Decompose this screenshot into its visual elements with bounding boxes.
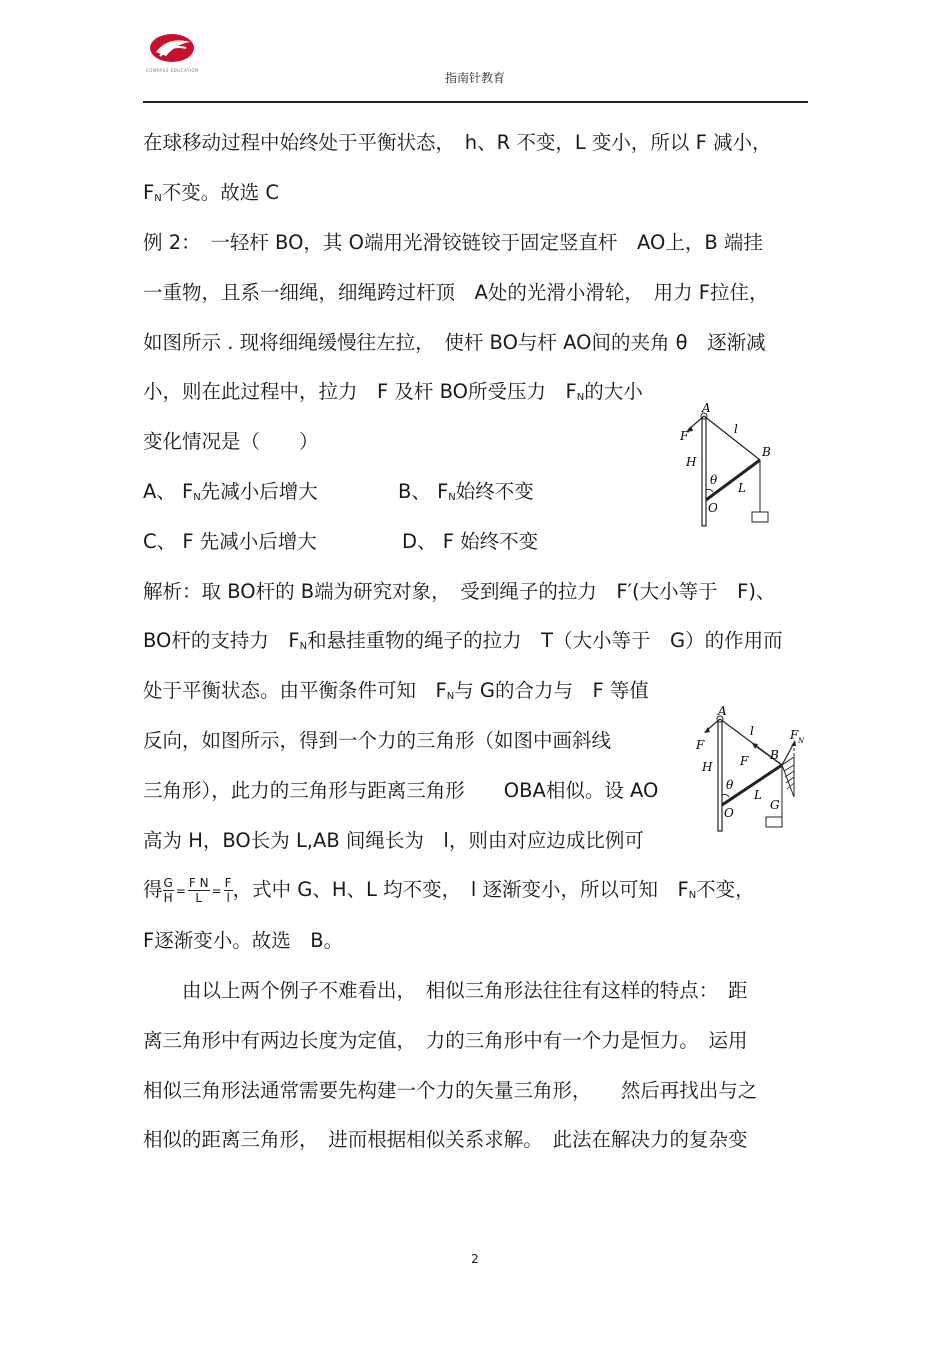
fig2-label-l-rod: L (754, 788, 762, 802)
analysis-line-3: 处于平衡状态。由平衡条件可知 $F_N$与 G的合力与 F 等值 (143, 679, 649, 702)
fig2-label-f-left: F (696, 738, 705, 752)
fig1-label-theta: θ (710, 473, 718, 487)
figure-force-triangle (690, 705, 810, 835)
fig1-label-l-rope: l (734, 422, 738, 436)
fig2-label-g: G (770, 798, 780, 812)
summary-line-4: 相似的距离三角形， 进而根据相似关系求解。 此法在解决力的复杂变 (143, 1128, 748, 1151)
fig2-label-b: B (770, 748, 779, 762)
text-line-5: 如图所示 . 现将细绳缓慢往左拉， 使杆 BO与杆 AO间的夹角 θ 逐渐减 (143, 331, 766, 354)
fig1-label-o: O (708, 501, 718, 515)
page-number: 2 (471, 1252, 479, 1266)
analysis-line-2: BO杆的支持力 $F_N$和悬挂重物的绳子的拉力 T（大小等于 G）的作用而 (143, 629, 783, 652)
option-d: D、 F 始终不变 (402, 530, 539, 553)
option-c: C、 F 先减小后增大 (143, 530, 317, 553)
fig2-label-theta: θ (726, 778, 734, 792)
header-title: 指南针教育 (444, 71, 505, 85)
summary-line-2: 离三角形中有两边长度为定值， 力的三角形中有一个力是恒力。 运用 (143, 1029, 748, 1052)
fraction-g-h: $\frac{G}{H}$ (163, 876, 173, 905)
fig1-label-h: H (686, 455, 697, 469)
fig1-label-l-rod: L (738, 481, 746, 495)
fig2-label-o: O (724, 806, 734, 820)
fraction-f-l: $\frac{F}{l}$ (224, 876, 232, 905)
fig2-label-l-rope: l (750, 724, 754, 738)
fig2-label-fn-sub: N (798, 737, 805, 745)
analysis-line-1: 解析：取 BO杆的 B端为研究对象， 受到绳子的拉力 F′(大小等于 F)、 (143, 580, 776, 603)
option-a: A、 $F_N$先减小后增大 (143, 480, 318, 503)
figure-rod-pulley (672, 400, 777, 530)
text-line-4: 一重物，且系一细绳，细绳跨过杆顶 A处的光滑小滑轮， 用力 F拉住， (143, 281, 769, 304)
fig2-label-f-mid: F (740, 754, 749, 768)
text-line-7: 变化情况是（ ） (143, 430, 319, 453)
fig2-label-fn: F (790, 728, 799, 742)
fraction-fn-l: $\frac{\text{F N}}{L}$ (188, 876, 209, 905)
text-line-1: 在球移动过程中始终处于平衡状态， h、R 不变，L 变小，所以 F 减小， (143, 131, 772, 154)
header-divider (143, 101, 808, 103)
analysis-line-8: F逐渐变小。故选 B。 (143, 929, 344, 952)
analysis-line-4: 反向，如图所示，得到一个力的三角形（如图中画斜线 (143, 729, 612, 752)
fig1-label-a: A (702, 401, 711, 415)
fig1-label-f: F (680, 429, 689, 443)
text-line-2: $F_N$不变。故选 C (143, 181, 280, 204)
fig2-label-h: H (702, 760, 713, 774)
example-2-heading: 例 2： 一轻杆 BO，其 O端用光滑铰链铰于固定竖直杆 AO上，B 端挂 (143, 231, 763, 254)
summary-line-3: 相似三角形法通常需要先构建一个力的矢量三角形， 然后再找出与之 (143, 1079, 758, 1102)
logo-subtitle: COMPASS EDUCATION (146, 68, 199, 73)
analysis-line-6: 高为 H，BO长为 L,AB 间绳长为 l，则由对应边成比例可 (143, 829, 644, 852)
summary-line-1: 由以上两个例子不难看出， 相似三角形法往往有这样的特点： 距 (143, 979, 748, 1002)
analysis-line-5: 三角形），此力的三角形与距离三角形 OBA相似。设 AO (143, 779, 659, 802)
option-b: B、 $F_N$始终不变 (398, 480, 534, 503)
text-line-6: 小，则在此过程中，拉力 F 及杆 BO所受压力 $F_N$的大小 (143, 380, 643, 403)
analysis-line-7-equation: 得 $\frac{G}{H}$ = $\frac{\text{F N}}{L}$ = $\frac{F}{l}$ ，式中 G、H、L 均不变， l 逐渐变小，所以可知 $F_N$不变， (143, 876, 755, 905)
fig2-label-a: A (718, 705, 727, 718)
fig1-label-b: B (762, 445, 771, 459)
